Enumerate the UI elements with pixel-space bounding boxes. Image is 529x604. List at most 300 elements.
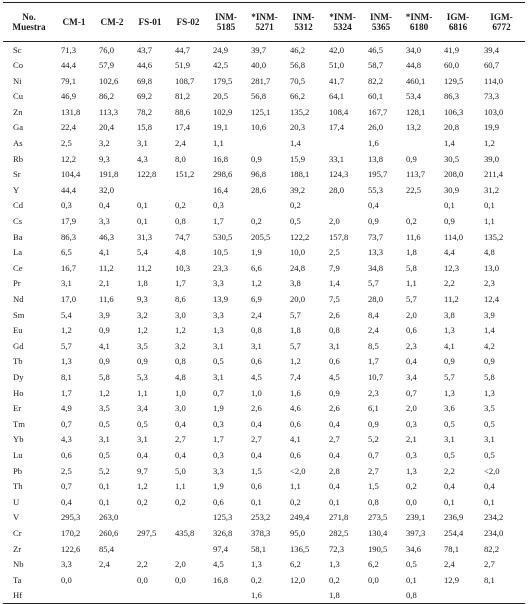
- table-cell: 254,4: [444, 527, 464, 538]
- table-cell: 0,4: [137, 449, 148, 460]
- table-cell: 0,1: [99, 496, 110, 507]
- table-cell: 51,9: [175, 60, 191, 71]
- table-cell: 20,3: [290, 122, 306, 133]
- table-cell: 5,0: [175, 465, 186, 476]
- table-cell: 1,2: [290, 356, 301, 367]
- table-cell: 5,2: [368, 434, 379, 445]
- table-cell: 129,5: [444, 75, 464, 86]
- table-cell: 60,0: [444, 60, 460, 71]
- table-cell: 81,2: [175, 91, 191, 102]
- table-row: [3, 104, 525, 120]
- table-cell: 13,9: [213, 294, 229, 304]
- table-cell: 5,7: [444, 371, 455, 382]
- table-cell: 51,0: [329, 60, 345, 71]
- table-cell: 0,7: [61, 481, 72, 492]
- table-cell: 131,8: [61, 106, 81, 117]
- table-cell: 41,7: [329, 75, 345, 86]
- table-cell: 9,7: [137, 465, 148, 476]
- table-row: [3, 510, 525, 526]
- table-cell: 170,2: [61, 527, 81, 538]
- table-cell: 1,1: [406, 278, 417, 289]
- table-cell: 0,4: [444, 481, 455, 492]
- table-cell: 3,8: [444, 309, 455, 320]
- table-cell: 0,0: [175, 574, 186, 585]
- table-cell: 20,0: [290, 294, 306, 304]
- table-cell: 4,8: [484, 247, 495, 258]
- table-cell: 104,4: [61, 169, 81, 180]
- table-cell: 10,0: [290, 247, 306, 258]
- table-cell: 41,9: [444, 44, 460, 55]
- element-label: Hf: [3, 588, 55, 604]
- element-label: Yb: [13, 434, 24, 445]
- table-cell: [245, 136, 284, 152]
- table-cell: 86,3: [444, 91, 460, 102]
- table-cell: 1,4: [484, 325, 495, 336]
- table-cell: 10,7: [368, 371, 384, 382]
- table-cell: 5,7: [61, 340, 72, 351]
- element-label: Zr: [13, 543, 22, 554]
- table-cell: 3,5: [484, 403, 495, 414]
- table-cell: 1,3: [251, 559, 262, 570]
- table-cell: 39,0: [484, 153, 500, 164]
- table-cell: [323, 198, 362, 214]
- element-label: Cd: [13, 200, 24, 211]
- table-cell: 0,6: [329, 356, 340, 367]
- table-cell: 1,2: [484, 138, 495, 149]
- table-cell: 46,5: [368, 44, 384, 55]
- table-cell: 58,1: [251, 543, 267, 554]
- element-label: V: [13, 512, 20, 523]
- table-cell: 17,4: [175, 122, 191, 133]
- element-label: Ni: [13, 75, 22, 86]
- table-cell: 0,3: [213, 418, 224, 429]
- element-label: Cr: [13, 527, 22, 538]
- table-cell: 205,5: [251, 231, 271, 242]
- table-cell: 125,3: [213, 512, 233, 523]
- element-label: Ho: [13, 387, 24, 398]
- table-cell: [400, 136, 438, 152]
- table-cell: 10,6: [251, 122, 267, 133]
- table-cell: 39,2: [290, 184, 306, 195]
- table-cell: 0,0: [61, 574, 72, 585]
- table-cell: 76,0: [99, 44, 115, 55]
- table-cell: [284, 588, 323, 604]
- table-cell: 113,7: [406, 169, 426, 180]
- element-label: Lu: [13, 449, 23, 460]
- table-cell: 30,5: [444, 153, 460, 164]
- element-label: Cs: [13, 216, 23, 227]
- table-cell: 1,4: [329, 278, 340, 289]
- table-cell: 3,1: [99, 434, 110, 445]
- table-row: [3, 323, 525, 339]
- header-sample-no: No. Muestra: [3, 3, 55, 42]
- table-cell: 253,2: [251, 512, 271, 523]
- table-cell: 179,5: [213, 75, 233, 86]
- table-cell: [169, 588, 207, 604]
- table-cell: 1,3: [213, 325, 224, 336]
- table-cell: [169, 541, 207, 557]
- table-cell: 3,1: [444, 434, 455, 445]
- table-cell: [478, 588, 525, 604]
- table-cell: 2,7: [251, 434, 262, 445]
- table-cell: 0,0: [406, 496, 417, 507]
- table-cell: 1,9: [251, 247, 262, 258]
- table-cell: 86,3: [61, 231, 77, 242]
- table-cell: 8,4: [368, 309, 379, 320]
- table-cell: 44,4: [61, 60, 77, 71]
- table-cell: 0,0: [137, 574, 148, 585]
- table-cell: 167,7: [368, 106, 388, 117]
- table-cell: 26,0: [368, 122, 384, 133]
- table-cell: 1,7: [61, 387, 72, 398]
- table-cell: 122,2: [290, 231, 310, 242]
- table-cell: 9,3: [99, 153, 110, 164]
- table-cell: 0,8: [400, 588, 438, 604]
- table-cell: 12,2: [61, 153, 77, 164]
- table-cell: 70,5: [290, 75, 306, 86]
- element-label: Pr: [13, 278, 21, 289]
- table-cell: 1,1: [484, 216, 495, 227]
- table-cell: 0,4: [329, 418, 340, 429]
- table-row: [3, 385, 525, 401]
- table-row: [3, 245, 525, 261]
- table-cell: 0,8: [368, 496, 379, 507]
- header-inm-5271: *INM- 5271: [245, 3, 284, 42]
- table-cell: 3,0: [175, 403, 186, 414]
- table-cell: 2,3: [406, 340, 417, 351]
- table-cell: 1,4: [444, 138, 455, 149]
- table-cell: 7,4: [290, 371, 301, 382]
- element-label: Tm: [13, 418, 25, 429]
- table-cell: 1,6: [368, 138, 379, 149]
- table-cell: 69,8: [137, 75, 153, 86]
- table-cell: 23,3: [213, 262, 229, 273]
- table-cell: [400, 198, 438, 214]
- table-cell: 122,6: [61, 543, 81, 554]
- table-cell: 0,1: [329, 496, 340, 507]
- header-inm-5365: INM- 5365: [362, 3, 400, 42]
- table-row: [3, 58, 525, 74]
- table-cell: 0,2: [406, 481, 417, 492]
- table-cell: 157,8: [329, 231, 349, 242]
- table-cell: 1,3: [61, 356, 72, 367]
- table-cell: 0,5: [484, 418, 495, 429]
- table-cell: 43,7: [137, 44, 153, 55]
- table-cell: 0,0: [368, 574, 379, 585]
- table-cell: 2,0: [175, 559, 186, 570]
- table-cell: 1,5: [368, 481, 379, 492]
- table-row: [3, 494, 525, 510]
- table-cell: 122,8: [137, 169, 157, 180]
- table-cell: 17,9: [61, 216, 77, 227]
- table-cell: 3,2: [175, 340, 186, 351]
- table-cell: 11,2: [444, 294, 459, 304]
- table-cell: 6,1: [368, 403, 379, 414]
- table-cell: 1,1: [137, 387, 148, 398]
- table-cell: 1,3: [484, 387, 495, 398]
- table-row: [3, 479, 525, 495]
- table-cell: 0,3: [213, 449, 224, 460]
- header-igm-6816: IGM- 6816: [438, 3, 478, 42]
- header-fs-01: FS-01: [131, 3, 169, 42]
- table-cell: 8,0: [175, 153, 186, 164]
- table-cell: 0,4: [368, 200, 379, 211]
- table-cell: 2,4: [175, 138, 186, 149]
- table-cell: 28,0: [329, 184, 345, 195]
- table-cell: 24,8: [290, 262, 306, 273]
- element-label: Co: [13, 60, 24, 71]
- table-cell: 0,1: [484, 200, 495, 211]
- table-cell: 39,4: [484, 44, 500, 55]
- header-inm-6180: *INM- 6180: [400, 3, 438, 42]
- table-cell: 208,0: [444, 169, 464, 180]
- table-cell: 8,5: [368, 340, 379, 351]
- table-cell: 0,4: [251, 449, 262, 460]
- table-cell: 78,1: [444, 543, 460, 554]
- table-cell: 17,4: [329, 122, 345, 133]
- table-cell: 0,2: [251, 216, 262, 227]
- table-cell: 1,3: [444, 387, 455, 398]
- table-cell: 1,2: [99, 387, 110, 398]
- table-cell: 0,9: [99, 356, 110, 367]
- table-cell: 5,8: [484, 371, 495, 382]
- table-cell: 3,1: [137, 434, 148, 445]
- table-cell: 136,5: [290, 543, 310, 554]
- table-cell: 82,2: [484, 543, 500, 554]
- table-cell: 128,1: [406, 106, 426, 117]
- table-cell: 5,7: [368, 278, 379, 289]
- table-cell: 30,9: [444, 184, 460, 195]
- table-cell: 1,8: [323, 588, 362, 604]
- table-cell: 3,9: [484, 309, 495, 320]
- header-igm-6772: IGM- 6772: [478, 3, 525, 42]
- table-cell: 1,0: [175, 387, 186, 398]
- table-cell: 4,1: [99, 247, 110, 258]
- table-cell: 3,8: [290, 278, 301, 289]
- table-cell: 4,6: [290, 403, 301, 414]
- table-cell: 0,4: [251, 418, 262, 429]
- table-cell: 8,1: [484, 574, 495, 585]
- table-row: [3, 401, 525, 417]
- table-cell: 397,3: [406, 527, 426, 538]
- table-cell: 2,0: [329, 216, 340, 227]
- table-cell: 0,6: [61, 449, 72, 460]
- header-inm-5185: INM- 5185: [207, 3, 245, 42]
- table-cell: 151,2: [175, 169, 195, 180]
- table-cell: 3,0: [175, 309, 186, 320]
- table-cell: 0,5: [484, 449, 495, 460]
- table-cell: 135,2: [290, 106, 310, 117]
- table-cell: 0,1: [99, 481, 110, 492]
- element-label: Th: [13, 481, 23, 492]
- table-cell: 0,1: [137, 216, 148, 227]
- table-body: [3, 42, 525, 604]
- table-cell: 5,4: [137, 247, 148, 258]
- table-cell: 1,3: [444, 325, 455, 336]
- table-cell: 2,5: [61, 465, 72, 476]
- table-cell: 2,6: [251, 403, 262, 414]
- table-cell: 0,2: [290, 200, 301, 211]
- table-row: [3, 416, 525, 432]
- table-cell: 3,5: [137, 340, 148, 351]
- table-cell: 195,7: [368, 169, 388, 180]
- table-cell: 31,3: [137, 231, 153, 242]
- table-cell: 0,6: [251, 356, 262, 367]
- table-cell: 0,2: [329, 574, 340, 585]
- table-cell: 1,9: [213, 403, 224, 414]
- table-cell: 53,4: [406, 91, 422, 102]
- table-cell: 2,4: [368, 325, 379, 336]
- table-row: [3, 276, 525, 292]
- table-cell: 3,1: [61, 278, 72, 289]
- table-cell: 13,2: [406, 122, 422, 133]
- table-cell: 190,5: [368, 543, 388, 554]
- table-row: [3, 463, 525, 479]
- table-cell: 95,0: [290, 527, 306, 538]
- table-cell: [93, 588, 131, 604]
- table-cell: 0,3: [406, 418, 417, 429]
- table-cell: 5,7: [406, 294, 417, 304]
- table-cell: 1,2: [137, 325, 148, 336]
- table-cell: 56,8: [251, 91, 267, 102]
- table-cell: 234,2: [484, 512, 504, 523]
- table-cell: 33,1: [329, 153, 345, 164]
- table-cell: 106,3: [444, 106, 464, 117]
- table-cell: 530,5: [213, 231, 233, 242]
- table-cell: 0,8: [329, 325, 340, 336]
- table-cell: 236,9: [444, 512, 464, 523]
- table-cell: 12,3: [444, 262, 460, 273]
- table-cell: 4,5: [213, 559, 224, 570]
- table-cell: 281,7: [251, 75, 271, 86]
- table-cell: 188,1: [290, 169, 310, 180]
- table-cell: 0,3: [406, 449, 417, 460]
- table-cell: 2,8: [329, 465, 340, 476]
- element-label: Ga: [13, 122, 24, 133]
- table-row: [3, 525, 525, 541]
- element-label: Y: [13, 184, 20, 195]
- table-cell: 13,3: [368, 247, 384, 258]
- table-header: [3, 3, 525, 42]
- element-label: Cu: [13, 91, 24, 102]
- table-cell: 435,8: [175, 527, 195, 538]
- table-cell: 0,1: [137, 200, 148, 211]
- table-cell: 1,2: [251, 278, 262, 289]
- table-cell: [245, 198, 284, 214]
- table-cell: 103,0: [484, 106, 504, 117]
- table-cell: 28,0: [368, 294, 384, 304]
- table-cell: 3,1: [484, 434, 495, 445]
- header-fs-02: FS-02: [169, 3, 207, 42]
- element-label: Pb: [13, 465, 23, 476]
- table-cell: 0,8: [175, 216, 186, 227]
- table-cell: 22,4: [61, 122, 77, 133]
- table-cell: 0,6: [290, 449, 301, 460]
- table-cell: [362, 588, 400, 604]
- table-cell: 31,2: [484, 184, 500, 195]
- element-label: Ta: [13, 574, 22, 585]
- table-cell: 211,4: [484, 169, 504, 180]
- table-cell: 86,2: [99, 91, 115, 102]
- table-cell: 1,0: [251, 387, 262, 398]
- table-cell: 46,2: [290, 44, 306, 55]
- table-cell: 24,9: [213, 44, 229, 55]
- table-cell: 0,1: [444, 200, 455, 211]
- table-cell: 108,7: [175, 75, 195, 86]
- table-cell: 13,8: [368, 153, 384, 164]
- table-cell: 0,7: [368, 449, 379, 460]
- table-cell: 1,2: [175, 325, 186, 336]
- table-cell: 96,8: [251, 169, 267, 180]
- table-cell: 79,1: [61, 75, 77, 86]
- table-cell: 3,3: [99, 216, 110, 227]
- table-cell: 73,7: [368, 231, 384, 242]
- table-cell: 42,0: [329, 44, 345, 55]
- table-cell: 460,1: [406, 75, 426, 86]
- table-cell: 5,3: [137, 371, 148, 382]
- table-cell: 0,8: [251, 325, 262, 336]
- table-cell: 71,3: [61, 44, 77, 55]
- table-cell: 20,5: [213, 91, 229, 102]
- element-label: Rb: [13, 153, 24, 164]
- table-cell: 2,2: [137, 559, 148, 570]
- table-cell: 0,4: [406, 356, 417, 367]
- table-cell: 19,1: [213, 122, 229, 133]
- table-cell: 46,9: [61, 91, 77, 102]
- table-cell: 297,5: [137, 527, 157, 538]
- table-cell: 5,8: [99, 371, 110, 382]
- table-cell: 3,6: [444, 403, 455, 414]
- table-cell: 74,7: [175, 231, 191, 242]
- table-cell: 0,8: [175, 356, 186, 367]
- table-cell: 58,7: [368, 60, 384, 71]
- table-cell: 1,9: [213, 481, 224, 492]
- table-row: [3, 338, 525, 354]
- table-cell: 39,7: [251, 44, 267, 55]
- element-label: As: [13, 138, 23, 149]
- table-cell: 260,6: [99, 527, 119, 538]
- table-cell: 326,8: [213, 527, 233, 538]
- table-row: [3, 354, 525, 370]
- table-cell: 2,3: [484, 278, 495, 289]
- table-row: [3, 167, 525, 183]
- table-cell: 19,9: [484, 122, 500, 133]
- table-cell: 5,8: [406, 262, 417, 273]
- table-cell: 239,1: [406, 512, 426, 523]
- table-cell: 1,2: [61, 325, 72, 336]
- table-cell: 11,2: [99, 262, 114, 273]
- table-cell: [207, 588, 245, 604]
- header-inm-5312: INM- 5312: [284, 3, 323, 42]
- table-cell: 0,5: [444, 418, 455, 429]
- table-cell: 4,1: [444, 340, 455, 351]
- table-cell: 0,5: [213, 356, 224, 367]
- element-label: Tb: [13, 356, 23, 367]
- table-cell: 10,3: [175, 262, 191, 273]
- table-cell: 1,8: [137, 278, 148, 289]
- table-cell: 15,9: [290, 153, 306, 164]
- table-cell: 44,7: [175, 44, 191, 55]
- table-cell: 114,0: [484, 75, 504, 86]
- table-cell: 3,4: [137, 403, 148, 414]
- table-cell: 44,8: [406, 60, 422, 71]
- table-cell: 16,8: [213, 574, 229, 585]
- table-cell: 8,1: [61, 371, 72, 382]
- table-cell: <2,0: [484, 465, 500, 476]
- table-cell: 0,6: [290, 418, 301, 429]
- table-cell: 263,0: [99, 512, 119, 523]
- table-cell: 0,9: [329, 387, 340, 398]
